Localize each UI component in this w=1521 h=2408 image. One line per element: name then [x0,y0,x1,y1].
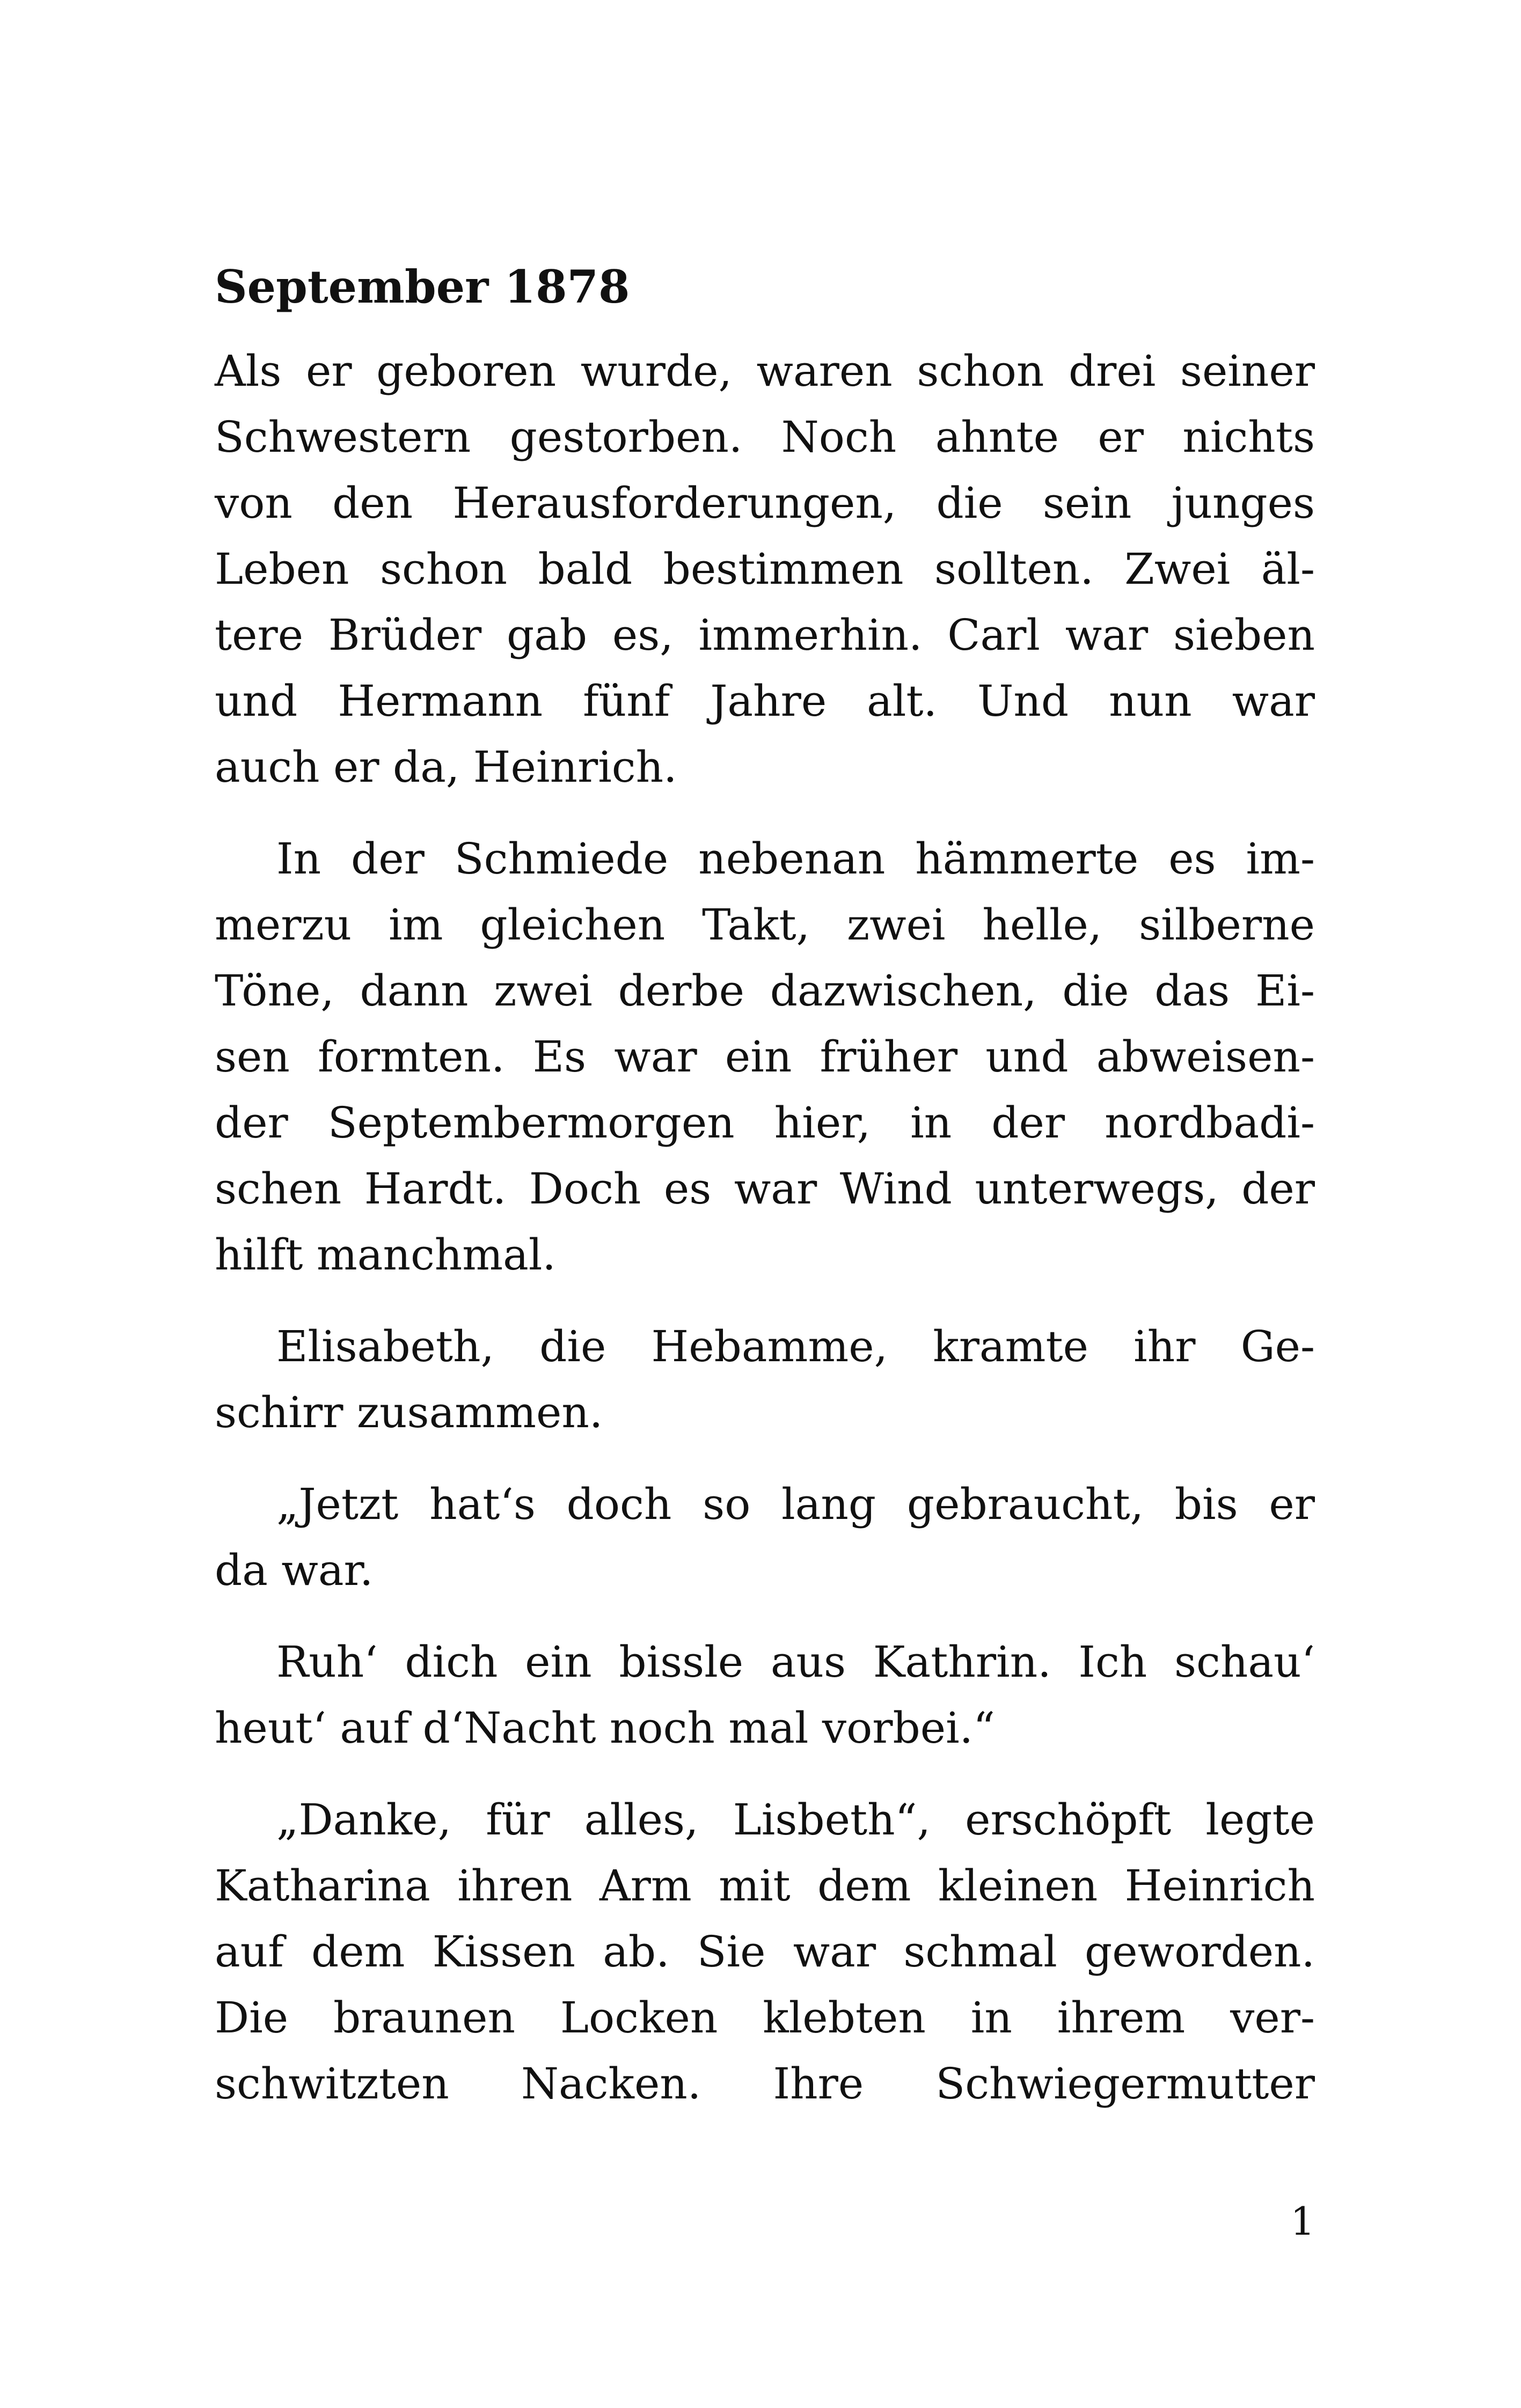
text-line: „Danke, für alles, Lisbeth“, erschöpft legte [276,1795,1315,1845]
text-line: Töne, dann zwei derbe dazwischen, die das Ei- [215,966,1315,1016]
paragraph-6 [215,1787,1315,2117]
text-line: schirr zusammen. [215,1387,603,1437]
text-line: sen formten. Es war ein früher und abweisen- [215,1032,1315,1082]
text-line: auf dem Kissen ab. Sie war schmal geworden. [215,1927,1315,1977]
text-line: Die braunen Locken klebten in ihrem ver- [215,1993,1315,2043]
text-line: Ruh‘ dich ein bissle aus Kathrin. Ich schau‘ [276,1637,1315,1687]
text-line: Katharina ihren Arm mit dem kleinen Heinrich [215,1861,1315,1911]
text-line: und Hermann fünf Jahre alt. Und nun war [215,676,1315,726]
text-line: auch er da, Heinrich. [215,742,677,792]
text-line: da war. [215,1545,374,1595]
text-line: Leben schon bald bestimmen sollten. Zwei äl- [215,544,1315,594]
page-body [215,258,1315,2142]
text-line: tere Brüder gab es, immerhin. Carl war sieben [215,610,1315,660]
text-line: hilft manchmal. [215,1230,556,1280]
text-line: von den Herausforderungen, die sein junges [215,478,1315,528]
text-line: schwitzten Nacken. Ihre Schwiegermutter [215,2059,1315,2109]
text-line: „Jetzt hat‘s doch so lang gebraucht, bis er [276,1479,1315,1529]
paragraph-3 [215,1313,1315,1445]
text-line: In der Schmiede nebenan hämmerte es im- [276,834,1315,884]
paragraph-4 [215,1471,1315,1603]
paragraph-1 [215,338,1315,800]
paragraph-5 [215,1629,1315,1761]
text-line: der Septembermorgen hier, in der nordbadi- [215,1098,1315,1148]
paragraph-2 [215,826,1315,1288]
page-number: 1 [1290,2199,1315,2244]
text-line: Als er geboren wurde, waren schon drei seiner [215,346,1315,396]
text-line: Schwestern gestorben. Noch ahnte er nichts [215,412,1315,462]
text-line: schen Hardt. Doch es war Wind unterwegs, der [215,1164,1315,1214]
chapter-heading: September 1878 [215,260,630,313]
text-line: merzu im gleichen Takt, zwei helle, silberne [215,900,1315,950]
text-line: Elisabeth, die Hebamme, kramte ihr Ge- [276,1322,1315,1371]
text-line: heut‘ auf d‘Nacht noch mal vorbei.“ [215,1703,995,1753]
